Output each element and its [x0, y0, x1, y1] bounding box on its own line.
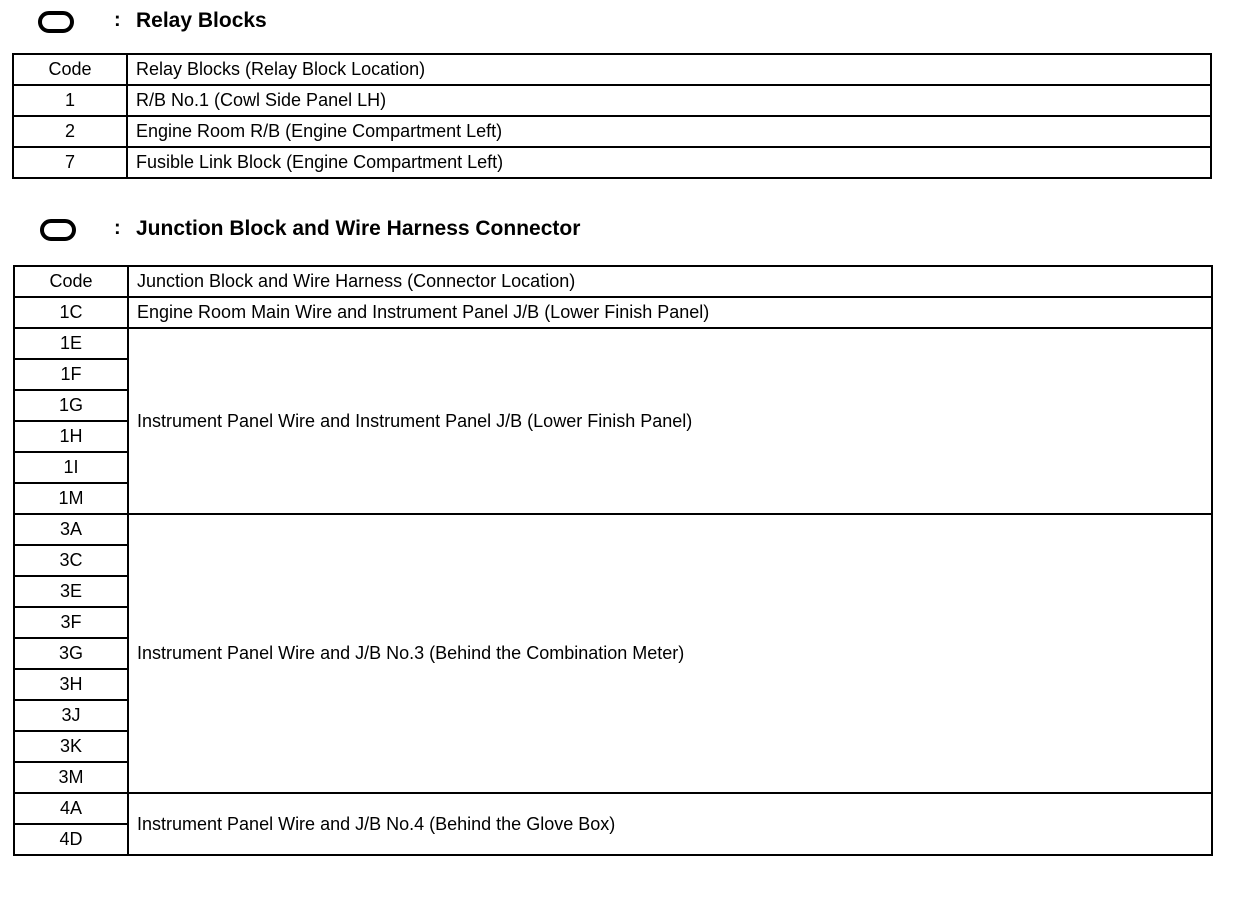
- relay-description-cell: Engine Room R/B (Engine Compartment Left): [127, 116, 1211, 147]
- junction-block-table: [13, 265, 1213, 856]
- relay-code-cell: 7: [13, 147, 127, 178]
- relay-colon: :: [114, 9, 121, 31]
- junction-code-cell: 3C: [14, 545, 128, 576]
- table-row: [14, 514, 1212, 545]
- junction-section-title: Junction Block and Wire Harness Connector: [136, 217, 581, 240]
- junction-description-cell: Instrument Panel Wire and J/B No.4 (Behind the Glove Box): [128, 793, 1212, 855]
- junction-code-cell: 1C: [14, 297, 128, 328]
- relay-header-code: Code: [13, 54, 127, 85]
- junction-code-cell: 3F: [14, 607, 128, 638]
- junction-code-cell: 3H: [14, 669, 128, 700]
- junction-code-cell: 3E: [14, 576, 128, 607]
- junction-code-cell: 1H: [14, 421, 128, 452]
- table-row: [14, 297, 1212, 328]
- junction-code-cell: 3A: [14, 514, 128, 545]
- table-row: [13, 147, 1211, 178]
- relay-description-cell: R/B No.1 (Cowl Side Panel LH): [127, 85, 1211, 116]
- junction-code-cell: 3K: [14, 731, 128, 762]
- junction-code-cell: 3J: [14, 700, 128, 731]
- junction-code-cell: 4D: [14, 824, 128, 855]
- relay-header-description: Relay Blocks (Relay Block Location): [127, 54, 1211, 85]
- junction-table-header-row: [14, 266, 1212, 297]
- table-row: [13, 116, 1211, 147]
- junction-code-cell: 3G: [14, 638, 128, 669]
- table-row: [14, 328, 1212, 359]
- junction-code-cell: 3M: [14, 762, 128, 793]
- junction-code-cell: 1M: [14, 483, 128, 514]
- table-row: [14, 793, 1212, 824]
- junction-colon: :: [114, 217, 121, 239]
- junction-code-cell: 1E: [14, 328, 128, 359]
- junction-code-cell: 1G: [14, 390, 128, 421]
- relay-description-cell: Fusible Link Block (Engine Compartment Left): [127, 147, 1211, 178]
- junction-description-cell: Instrument Panel Wire and Instrument Panel J/B (Lower Finish Panel): [128, 328, 1212, 514]
- junction-symbol-icon: [40, 219, 76, 241]
- relay-blocks-table: [12, 53, 1212, 179]
- junction-header-code: Code: [14, 266, 128, 297]
- junction-description-cell: Engine Room Main Wire and Instrument Panel J/B (Lower Finish Panel): [128, 297, 1212, 328]
- junction-code-cell: 1I: [14, 452, 128, 483]
- relay-code-cell: 1: [13, 85, 127, 116]
- relay-symbol-icon: [38, 11, 74, 33]
- relay-section-title: Relay Blocks: [136, 9, 267, 32]
- junction-code-cell: 1F: [14, 359, 128, 390]
- relay-table-header-row: [13, 54, 1211, 85]
- junction-header-description: Junction Block and Wire Harness (Connector Location): [128, 266, 1212, 297]
- relay-code-cell: 2: [13, 116, 127, 147]
- junction-description-cell: Instrument Panel Wire and J/B No.3 (Behind the Combination Meter): [128, 514, 1212, 793]
- table-row: [13, 85, 1211, 116]
- junction-code-cell: 4A: [14, 793, 128, 824]
